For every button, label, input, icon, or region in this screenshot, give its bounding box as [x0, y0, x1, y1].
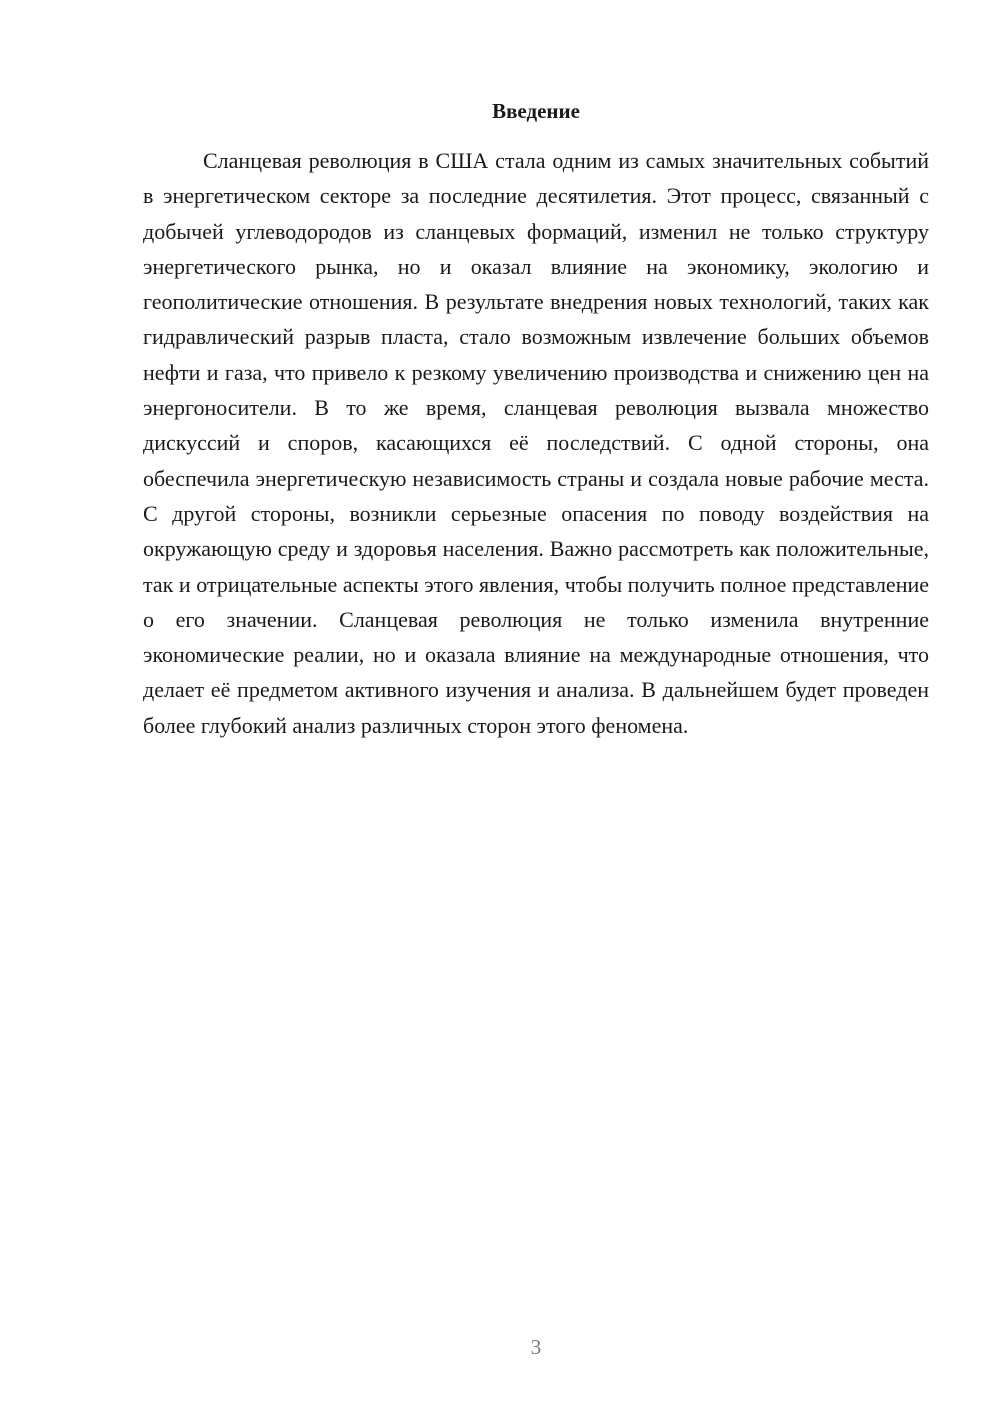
page-number: 3 — [530, 1335, 542, 1359]
body-paragraph: Сланцевая революция в США стала одним из самых значительных событий в энергетическом секторе за последние десятилетия. Этот процесс, связанный с добычей углеводородов из сланцевых формаций, изменил не только структуру энергетического рынка, но и оказал влияние на экономику, экологию и геополитические отношения. В результате внедрения новых технологий, таких как гидравлический разрыв пласта, стало возможным извлечение больших объемов нефти и газа, что привело к резкому увеличению производства и снижению цен на энергоносители. В то же время, сланцевая революция вызвала множество дискуссий и споров, касающихся её последствий. С одной стороны, она обеспечила энергетическую независимость страны и создала новые рабочие места. С другой стороны, возникли серьезные опасения по поводу воздействия на окружающую среду и здоровья населения. Важно рассмотреть как положительные, так и отрицательные аспекты этого явления, чтобы получить полное представление о его значении. Сланцевая революция не только изменила внутренние экономические реалии, но и оказала влияние на международные отношения, что делает её предметом активного изучения и анализа. В дальнейшем будет проведен более глубокий анализ различных сторон этого феномена. — [143, 148, 929, 738]
section-heading: Введение — [492, 99, 580, 123]
